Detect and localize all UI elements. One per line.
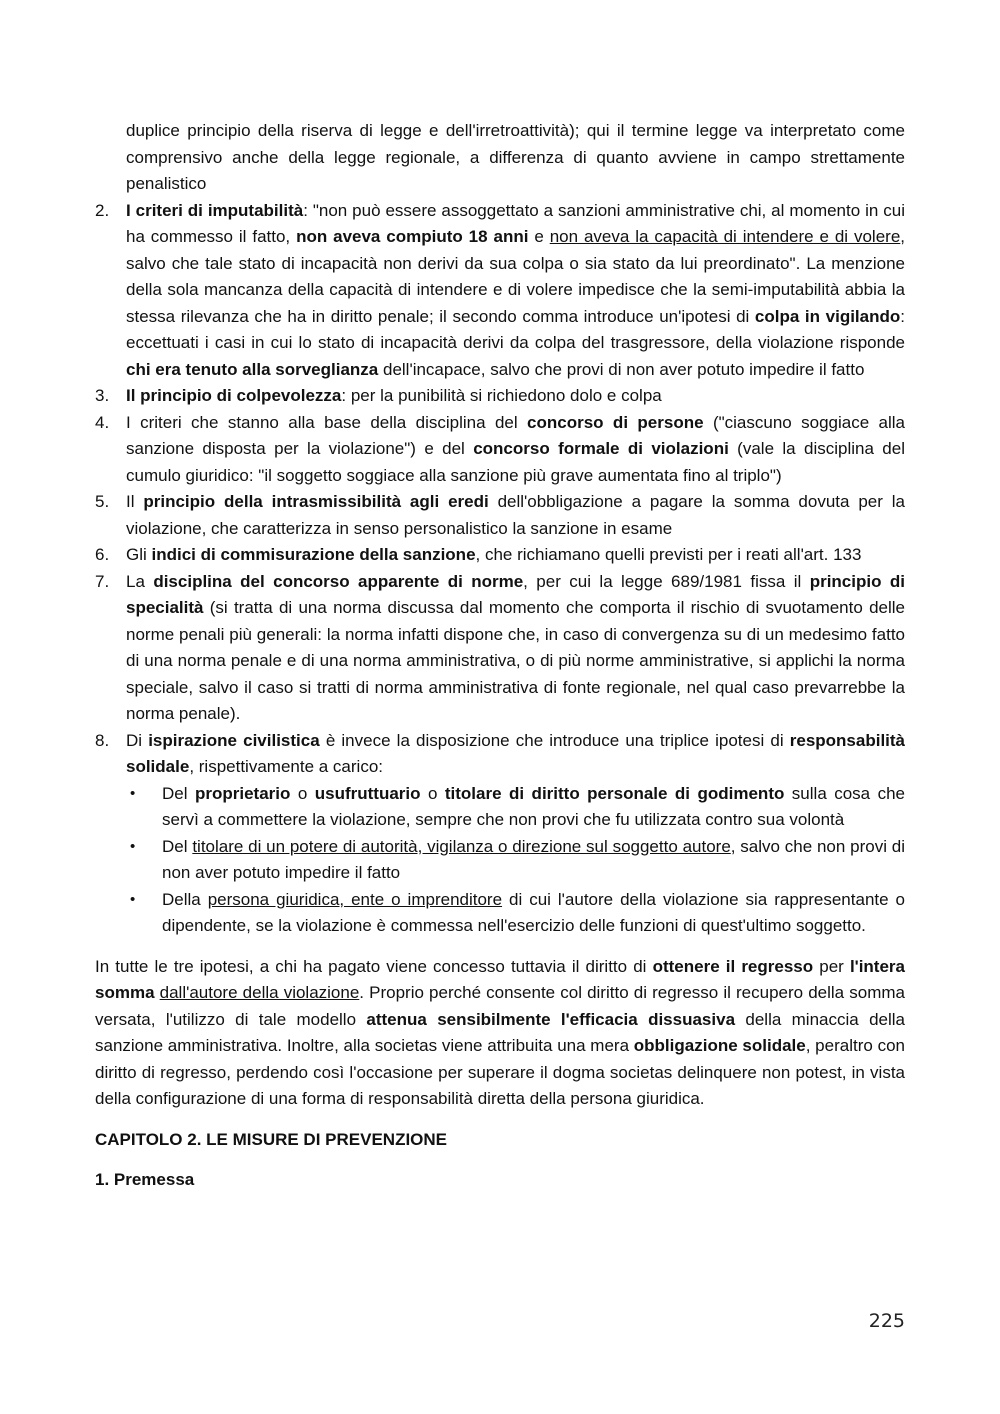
list-item-4: 4. I criteri che stanno alla base della disciplina del concorso di persone ("ciascuno soggiace alla sanzione disposta per la violazione") e del concorso formale di violazioni (vale la disciplina del cumulo giuridico: "il soggetto soggiace alla sanzione più grave aumentata fino al triplo")	[95, 410, 905, 490]
list-item-3: 3. Il principio di colpevolezza: per la punibilità si richiedono dolo e colpa	[95, 383, 905, 410]
bullet-item: • Della persona giuridica, ente o imprenditore di cui l'autore della violazione sia rappresentante o dipendente, se la violazione è commessa nell'esercizio delle funzioni di quest'ultimo soggetto.	[126, 887, 905, 940]
item-number: 3.	[95, 386, 110, 405]
item-number: 5.	[95, 492, 110, 511]
bullet-marker: •	[130, 784, 136, 802]
bullet-marker: •	[130, 837, 136, 855]
body-paragraph: In tutte le tre ipotesi, a chi ha pagato viene concesso tuttavia il diritto di ottenere il regresso per l'intera somma dall'autore della violazione. Proprio perché consente col diritto di regresso il recupero della somma versata, l'utilizzo di tale modello attenua sensibilmente l'efficacia dissuasiva della minaccia della sanzione amministrativa. Inoltre, alla societas viene attribuita una mera obbligazione solidale, peraltro con diritto di regresso, perdendo così l'occasione per superare il dogma societas delinquere non potest, in vista della configurazione di una forma di responsabilità diretta della persona giuridica.	[95, 956, 905, 1108]
item-number: 6.	[95, 545, 110, 564]
item-number: 4.	[95, 412, 110, 432]
chapter-heading: CAPITOLO 2. LE MISURE DI PREVENZIONE	[95, 1129, 448, 1149]
page-content	[95, 118, 905, 1194]
list-item-8: 8. Di ispirazione civilistica è invece la disposizione che introduce una triplice ipotesi di responsabilità solidale, rispettivamente a carico: • Del proprietario o usufruttuario o titolare di diritto personale di godimento sulla cosa che servì a commettere la violazione, sempre che non provi che fu utilizzata contro sua volontà • Del titolare di un potere di autorità, vigilanza o direzione sul soggetto autore, salvo che non provi di non aver potuto impedire il fatto • Della persona giuridica, ente o imprenditore di cui l'autore della violazione sia rappresentante o dipendente, se la violazione è commessa nell'esercizio delle funzioni di quest'ultimo soggetto.	[95, 728, 905, 940]
list-item-5: 5. Il principio della intrasmissibilità agli eredi dell'obbligazione a pagare la somma dovuta per la violazione, che caratterizza in senso personalistico la sanzione in esame	[95, 489, 905, 542]
section-heading: 1. Premessa	[95, 1170, 195, 1189]
list-item-2: 2. I criteri di imputabilità: "non può essere assoggettato a sanzioni amministrative chi, al momento in cui ha commesso il fatto, non aveva compiuto 18 anni e non aveva la capacità di intendere e di volere, salvo che tale stato di incapacità non derivi da sua colpa o sia stato da lui preordinato". La menzione della sola mancanza della capacità di intendere e di volere impedisce che la semi-imputabilità abbia la stessa rilevanza che ha in diritto penale; il secondo comma introduce un'ipotesi di colpa in vigilando: eccettuati i casi in cui lo stato di incapacità derivi da colpa del trasgressore, della violazione risponde chi era tenuto alla sorveglianza dell'incapace, salvo che provi di non aver potuto impedire il fatto	[95, 198, 905, 384]
bullet-item: • Del titolare di un potere di autorità, vigilanza o direzione sul soggetto autore, salvo che non provi di non aver potuto impedire il fatto	[126, 834, 905, 887]
list-item-6: 6. Gli indici di commisurazione della sanzione, che richiamano quelli previsti per i reati all'art. 133	[95, 542, 905, 569]
list-item-7: 7. La disciplina del concorso apparente di norme, per cui la legge 689/1981 fissa il principio di specialità (si tratta di una norma discussa dal momento che comporta il rischio di svuotamento delle norme penali più generali: la norma infatti dispone che, in caso di convergenza su di un medesimo fatto di una norma penale e di una norma amministrativa, o di più norme amministrative, si applichi la norma speciale, salvo il caso si tratti di norma amministrativa di fonte regionale, nel qual caso prevarrebbe la norma penale).	[95, 569, 905, 728]
bullet-list	[126, 781, 905, 940]
bullet-marker: •	[130, 890, 136, 908]
item-number: 2.	[95, 200, 110, 220]
page-number: 225	[868, 1310, 905, 1332]
item-1-continuation: duplice principio della riserva di legge e dell'irretroattività); qui il termine legge va interpretato come comprensivo anche della legge regionale, a differenza di quanto avviene in campo strettamente penalistico	[126, 121, 905, 193]
item-number: 8.	[95, 730, 110, 750]
item-number: 7.	[95, 571, 110, 591]
bullet-item: • Del proprietario o usufruttuario o titolare di diritto personale di godimento sulla cosa che servì a commettere la violazione, sempre che non provi che fu utilizzata contro sua volontà	[126, 781, 905, 834]
numbered-list	[95, 198, 905, 940]
